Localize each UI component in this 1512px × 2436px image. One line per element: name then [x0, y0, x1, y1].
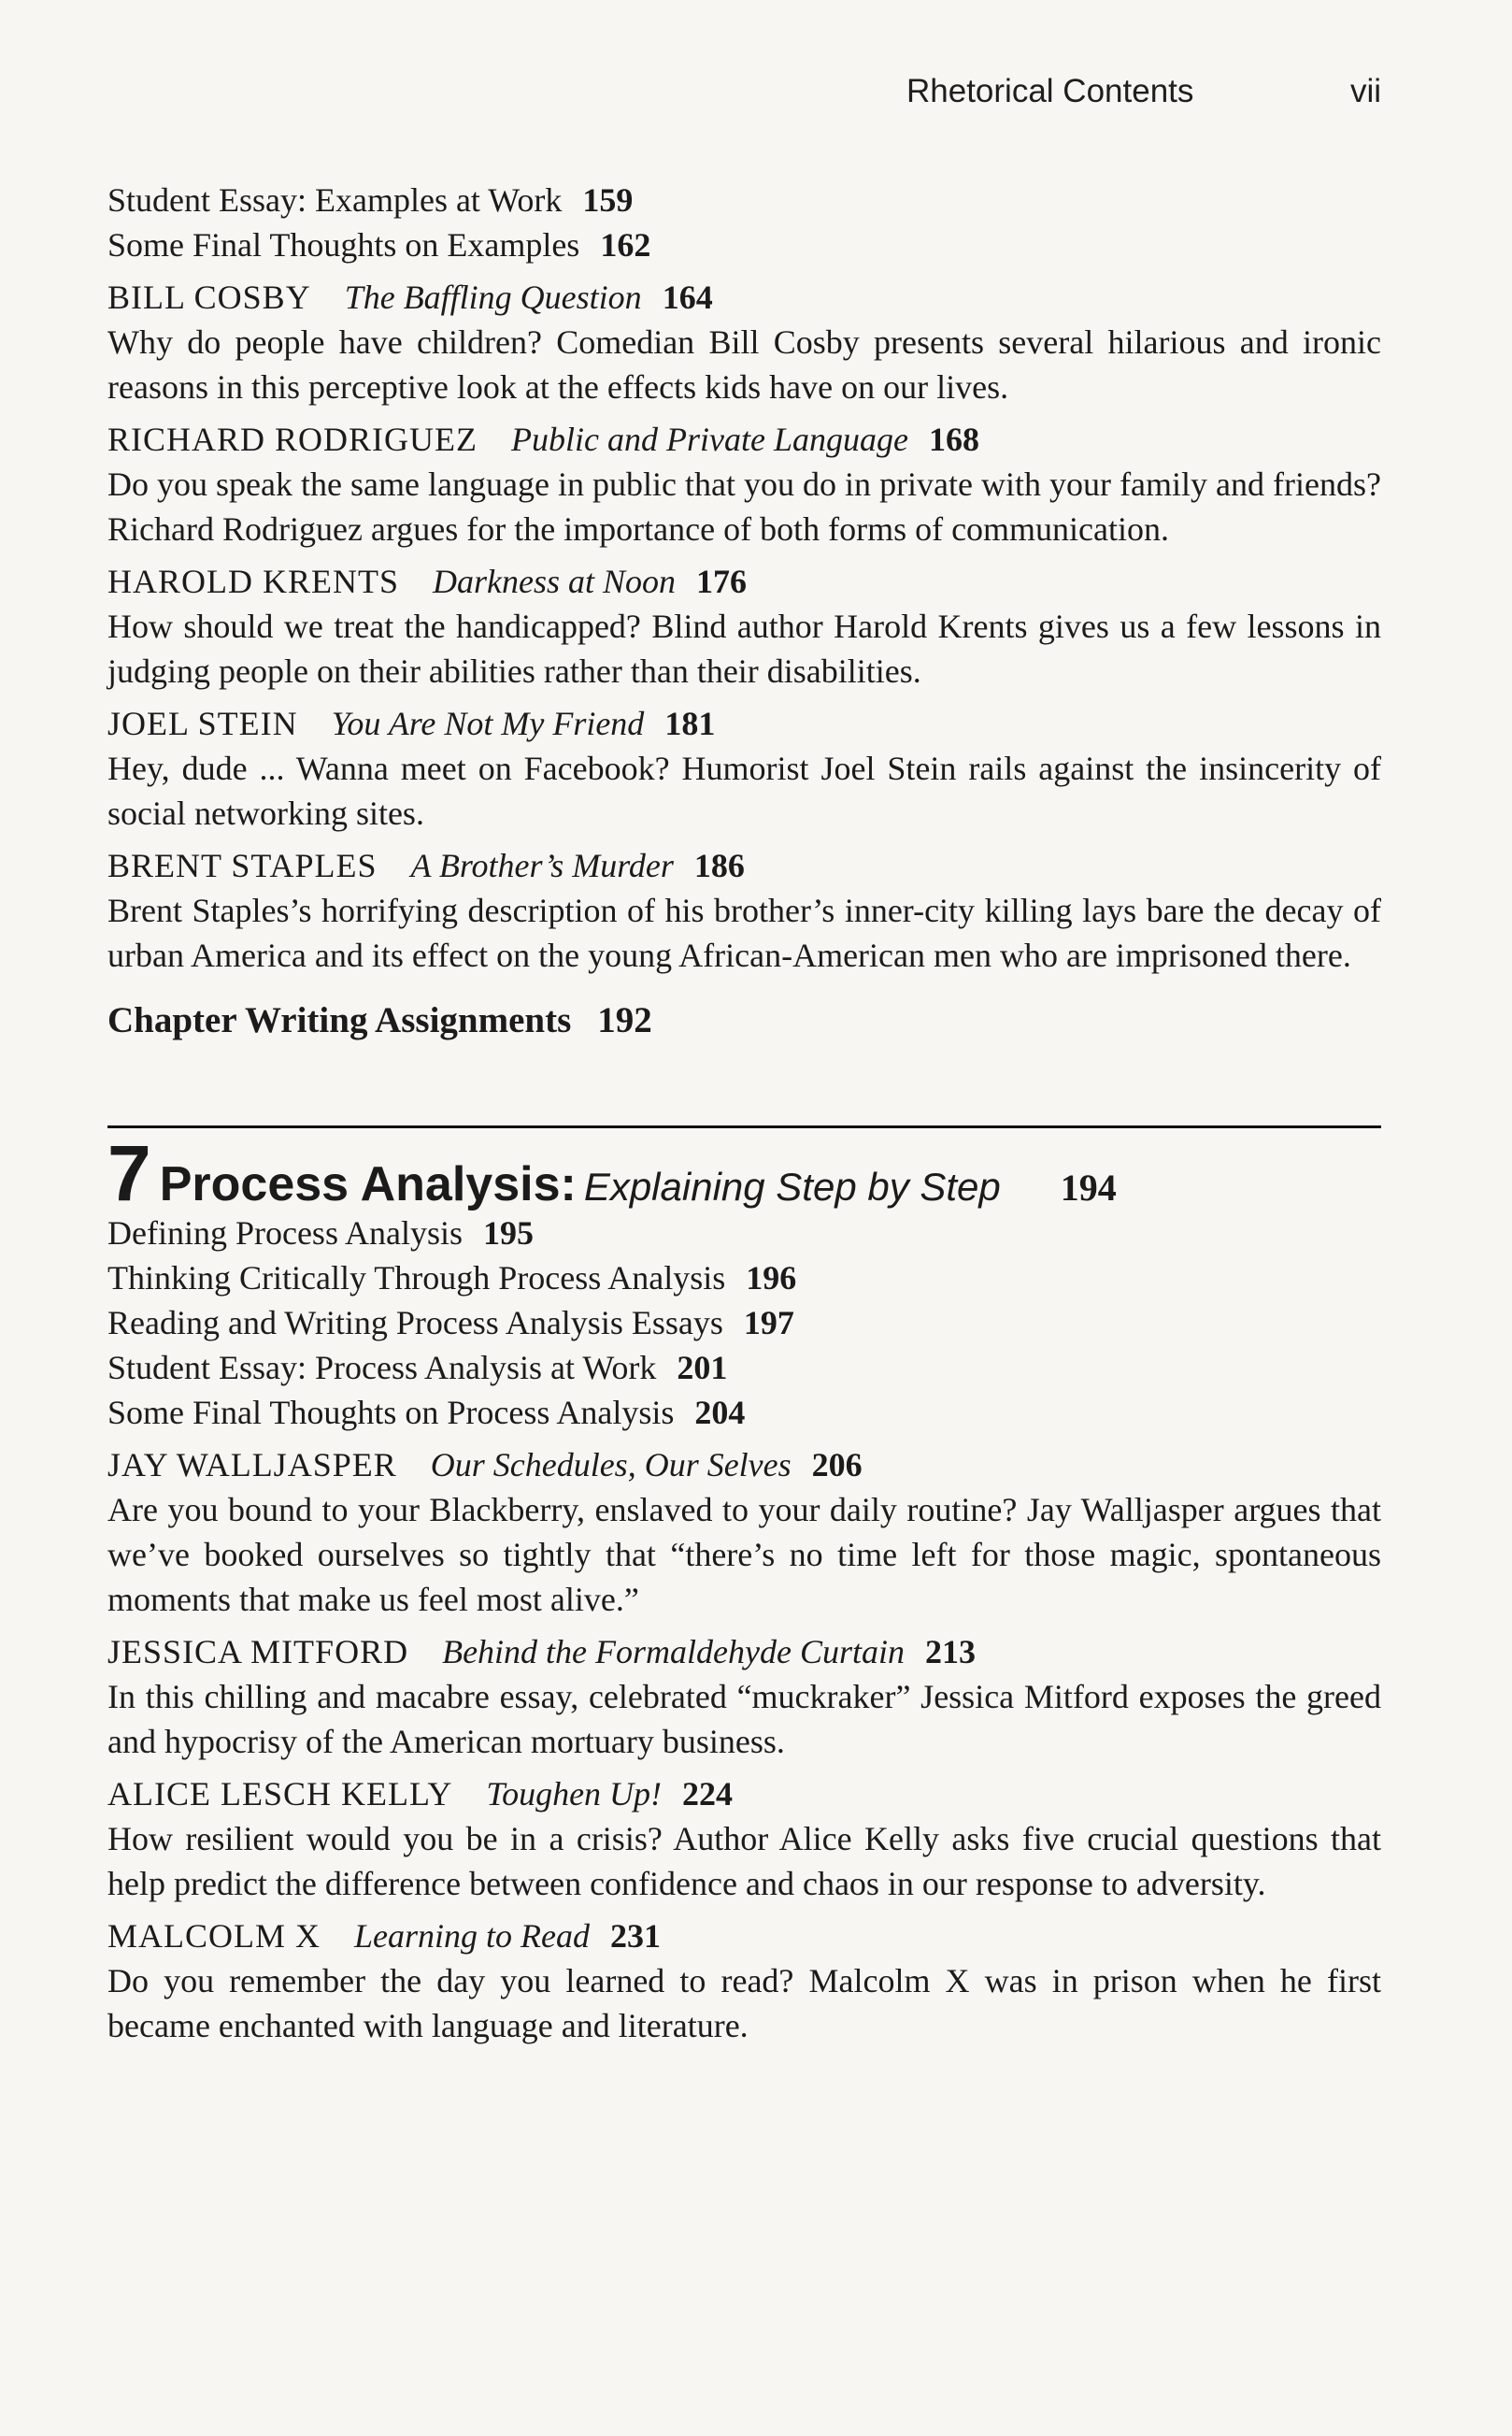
essay-title: Toughen Up!	[486, 1775, 663, 1813]
essay-description: Do you remember the day you learned to read? Malcolm X was in prison when he first became enchanted with language and literature.	[107, 1962, 1381, 2044]
topic-list	[107, 1211, 1381, 1435]
essay-description: Do you speak the same language in public that you do in private with your family and friends? Richard Rodriguez argues for the importance of both forms of communication.	[107, 466, 1381, 548]
essay-author: RICHARD RODRIGUEZ	[107, 421, 478, 458]
topic-item: Thinking Critically Through Process Analysis 196	[107, 1259, 797, 1297]
essay-entry	[107, 559, 1381, 694]
essay-description: How resilient would you be in a crisis? Author Alice Kelly asks five crucial questions that help predict the difference between confidence and chaos in our response to adversity.	[107, 1820, 1381, 1902]
essay-title: Our Schedules, Our Selves	[430, 1446, 792, 1483]
essay-description: In this chilling and macabre essay, celebrated “muckraker” Jessica Mitford exposes the greed and hypocrisy of the American mortuary business.	[107, 1678, 1381, 1760]
chapter-heading	[107, 1129, 1381, 1217]
essay-entry	[107, 1442, 1381, 1622]
essay-title: Darkness at Noon	[433, 563, 677, 600]
essay-page: 181	[664, 705, 716, 742]
essay-author: JESSICA MITFORD	[107, 1633, 409, 1670]
essay-title: The Baffling Question	[344, 279, 642, 316]
page-number: vii	[1349, 73, 1381, 109]
essay-page: 206	[811, 1446, 863, 1483]
essay-entry	[107, 701, 1381, 836]
essay-entry	[107, 417, 1381, 552]
chapter-page: 194	[1060, 1167, 1117, 1209]
essay-author: MALCOLM X	[107, 1917, 321, 1955]
topic-item: Student Essay: Process Analysis at Work 201	[107, 1349, 728, 1386]
essay-author: BRENT STAPLES	[107, 847, 378, 884]
essay-author: JOEL STEIN	[107, 705, 298, 742]
essay-title: Behind the Formaldehyde Curtain	[442, 1633, 905, 1670]
topic-item: Defining Process Analysis 195	[107, 1214, 534, 1252]
topic-item: Some Final Thoughts on Examples 162	[107, 226, 651, 264]
essay-entry	[107, 843, 1381, 978]
essay-title: Learning to Read	[354, 1917, 590, 1955]
essay-page: 186	[693, 847, 745, 884]
essay-entry	[107, 1771, 1381, 1906]
chapter-title: Process Analysis:	[159, 1157, 577, 1211]
topic-item: Student Essay: Examples at Work 159	[107, 181, 634, 219]
topic-item: Some Final Thoughts on Process Analysis 204	[107, 1394, 746, 1431]
essay-page: 168	[928, 421, 979, 458]
essay-description: Hey, dude ... Wanna meet on Facebook? Humorist Joel Stein rails against the insincerity of social networking sites.	[107, 750, 1381, 832]
topic-item: Reading and Writing Process Analysis Essays 197	[107, 1304, 794, 1341]
essay-description: How should we treat the handicapped? Blind author Harold Krents gives us a few lessons in judging people on their abilities rather than their disabilities.	[107, 608, 1381, 690]
essay-author: HAROLD KRENTS	[107, 563, 400, 600]
essay-title: A Brother’s Murder	[410, 847, 674, 884]
essay-description: Are you bound to your Blackberry, enslaved to your daily routine? Jay Walljasper argues that we’ve booked ourselves so tightly that “there’s no time left for those magic, spontaneous moments that make us feel most alive.”	[107, 1491, 1381, 1618]
essay-page: 213	[925, 1633, 976, 1670]
essay-description: Brent Staples’s horrifying description of his brother’s inner-city killing lays bare the decay of urban America and its effect on the young African-American men who are imprisoned there.	[107, 892, 1381, 974]
essay-page: 224	[682, 1775, 734, 1813]
essay-entry	[107, 1913, 1381, 2048]
essay-entry	[107, 275, 1381, 409]
essay-author: ALICE LESCH KELLY	[107, 1775, 453, 1813]
chapter-number: 7	[107, 1129, 149, 1217]
essay-description: Why do people have children? Comedian Bill Cosby presents several hilarious and ironic reasons in this perceptive look at the effects kids have on our lives.	[107, 323, 1381, 406]
section-title: Rhetorical Contents	[906, 73, 1194, 109]
chapter-divider	[107, 1125, 1381, 1128]
essay-page: 164	[662, 279, 713, 316]
essay-title: You Are Not My Friend	[331, 705, 645, 742]
running-head	[906, 73, 1381, 110]
essay-page: 231	[610, 1917, 661, 1955]
essay-title: Public and Private Language	[511, 421, 908, 458]
essay-author: BILL COSBY	[107, 279, 311, 316]
essay-author: JAY WALLJASPER	[107, 1446, 397, 1483]
contents-body	[107, 178, 1381, 2048]
chapter-assignments: Chapter Writing Assignments 192	[107, 1000, 652, 1040]
essay-entry	[107, 1629, 1381, 1764]
chapter-subtitle: Explaining Step by Step	[583, 1165, 1001, 1209]
essay-page: 176	[696, 563, 748, 600]
topic-list	[107, 178, 1381, 267]
